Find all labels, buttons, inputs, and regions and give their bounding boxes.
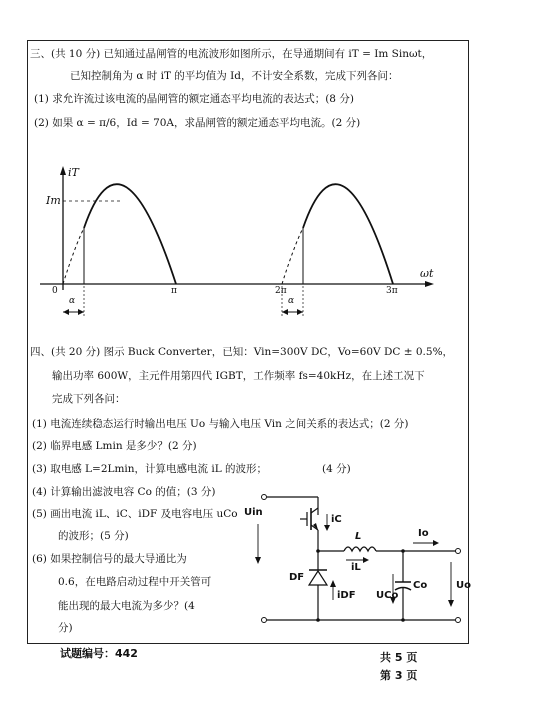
page-number: 第 3 页 bbox=[380, 669, 418, 682]
q3-line2: 已知控制角为 α 时 iT 的平均值为 Id，不计安全系数，完成下列各问： bbox=[70, 70, 399, 82]
y-axis-label: iT bbox=[68, 166, 79, 179]
uo-label: Uo bbox=[456, 580, 471, 591]
q4-item3-score: (4 分) bbox=[322, 463, 351, 475]
q4-item6: (6) 如果控制信号的最大导通比为 bbox=[32, 553, 187, 565]
alpha-label-1: α bbox=[69, 296, 76, 306]
q4-item3: (3) 取电感 L=2Lmin，计算电感电流 iL 的波形； bbox=[32, 463, 268, 475]
q4-item5-cont: 的波形；(5 分) bbox=[58, 530, 129, 542]
q3-item2: (2) 如果 α = π/6，Id = 70A，求晶闸管的额定通态平均电流。(2 分) bbox=[34, 117, 361, 129]
peak-label: Im bbox=[46, 194, 61, 207]
co-label: Co bbox=[413, 580, 428, 591]
q4-item5: (5) 画出电流 iL、iC、iDF 及电容电压 uCo bbox=[32, 508, 238, 520]
uco-label: UCo bbox=[376, 590, 399, 601]
inductor-label: L bbox=[355, 531, 362, 542]
q4-item6-cont2: 能出现的最大电流为多少？(4 bbox=[58, 600, 195, 612]
exam-number: 试题编号：442 bbox=[60, 647, 138, 660]
q4-line3: 完成下列各问： bbox=[52, 393, 126, 405]
q4-item2: (2) 临界电感 Lmin 是多少？(2 分) bbox=[32, 440, 197, 452]
q3-line1: 三、(共 10 分) 已知通过晶闸管的电流波形如图所示，在导通期间有 iT = Im Sinωt， bbox=[30, 48, 433, 60]
q3-item1: (1) 求允许流过该电流的晶闸管的额定通态平均电流的表达式；(8 分) bbox=[34, 93, 354, 105]
tick-3pi: 3π bbox=[386, 286, 398, 296]
q4-item6-cont1: 0.6，在电路启动过程中开关管可 bbox=[58, 576, 212, 588]
q4-item1: (1) 电流连续稳态运行时输出电压 Uo 与输入电压 Vin 之间关系的表达式；(2 分) bbox=[32, 418, 409, 430]
io-label: Io bbox=[418, 528, 429, 539]
ic-label: iC bbox=[331, 514, 342, 525]
q4-item6-cont3: 分) bbox=[58, 622, 73, 634]
df-label: DF bbox=[289, 572, 305, 583]
q4-line2: 输出功率 600W，主元件用第四代 IGBT，工作频率 fs=40kHz，在上述工况下 bbox=[52, 370, 425, 382]
tick-pi: π bbox=[171, 286, 177, 296]
q4-line1: 四、(共 20 分) 图示 Buck Converter，已知：Vin=300V DC，Vo=60V DC ± 0.5%， bbox=[30, 346, 454, 358]
total-pages: 共 5 页 bbox=[380, 651, 418, 664]
alpha-label-2: α bbox=[288, 296, 295, 306]
tick-0: 0 bbox=[52, 286, 58, 296]
il-label: iL bbox=[351, 562, 361, 573]
idf-label: iDF bbox=[337, 590, 356, 601]
uin-label: Uin bbox=[244, 507, 263, 518]
tick-2pi: 2π bbox=[275, 286, 287, 296]
x-axis-label: ωt bbox=[420, 267, 434, 280]
q4-item4: (4) 计算输出滤波电容 Co 的值；(3 分) bbox=[32, 486, 216, 498]
